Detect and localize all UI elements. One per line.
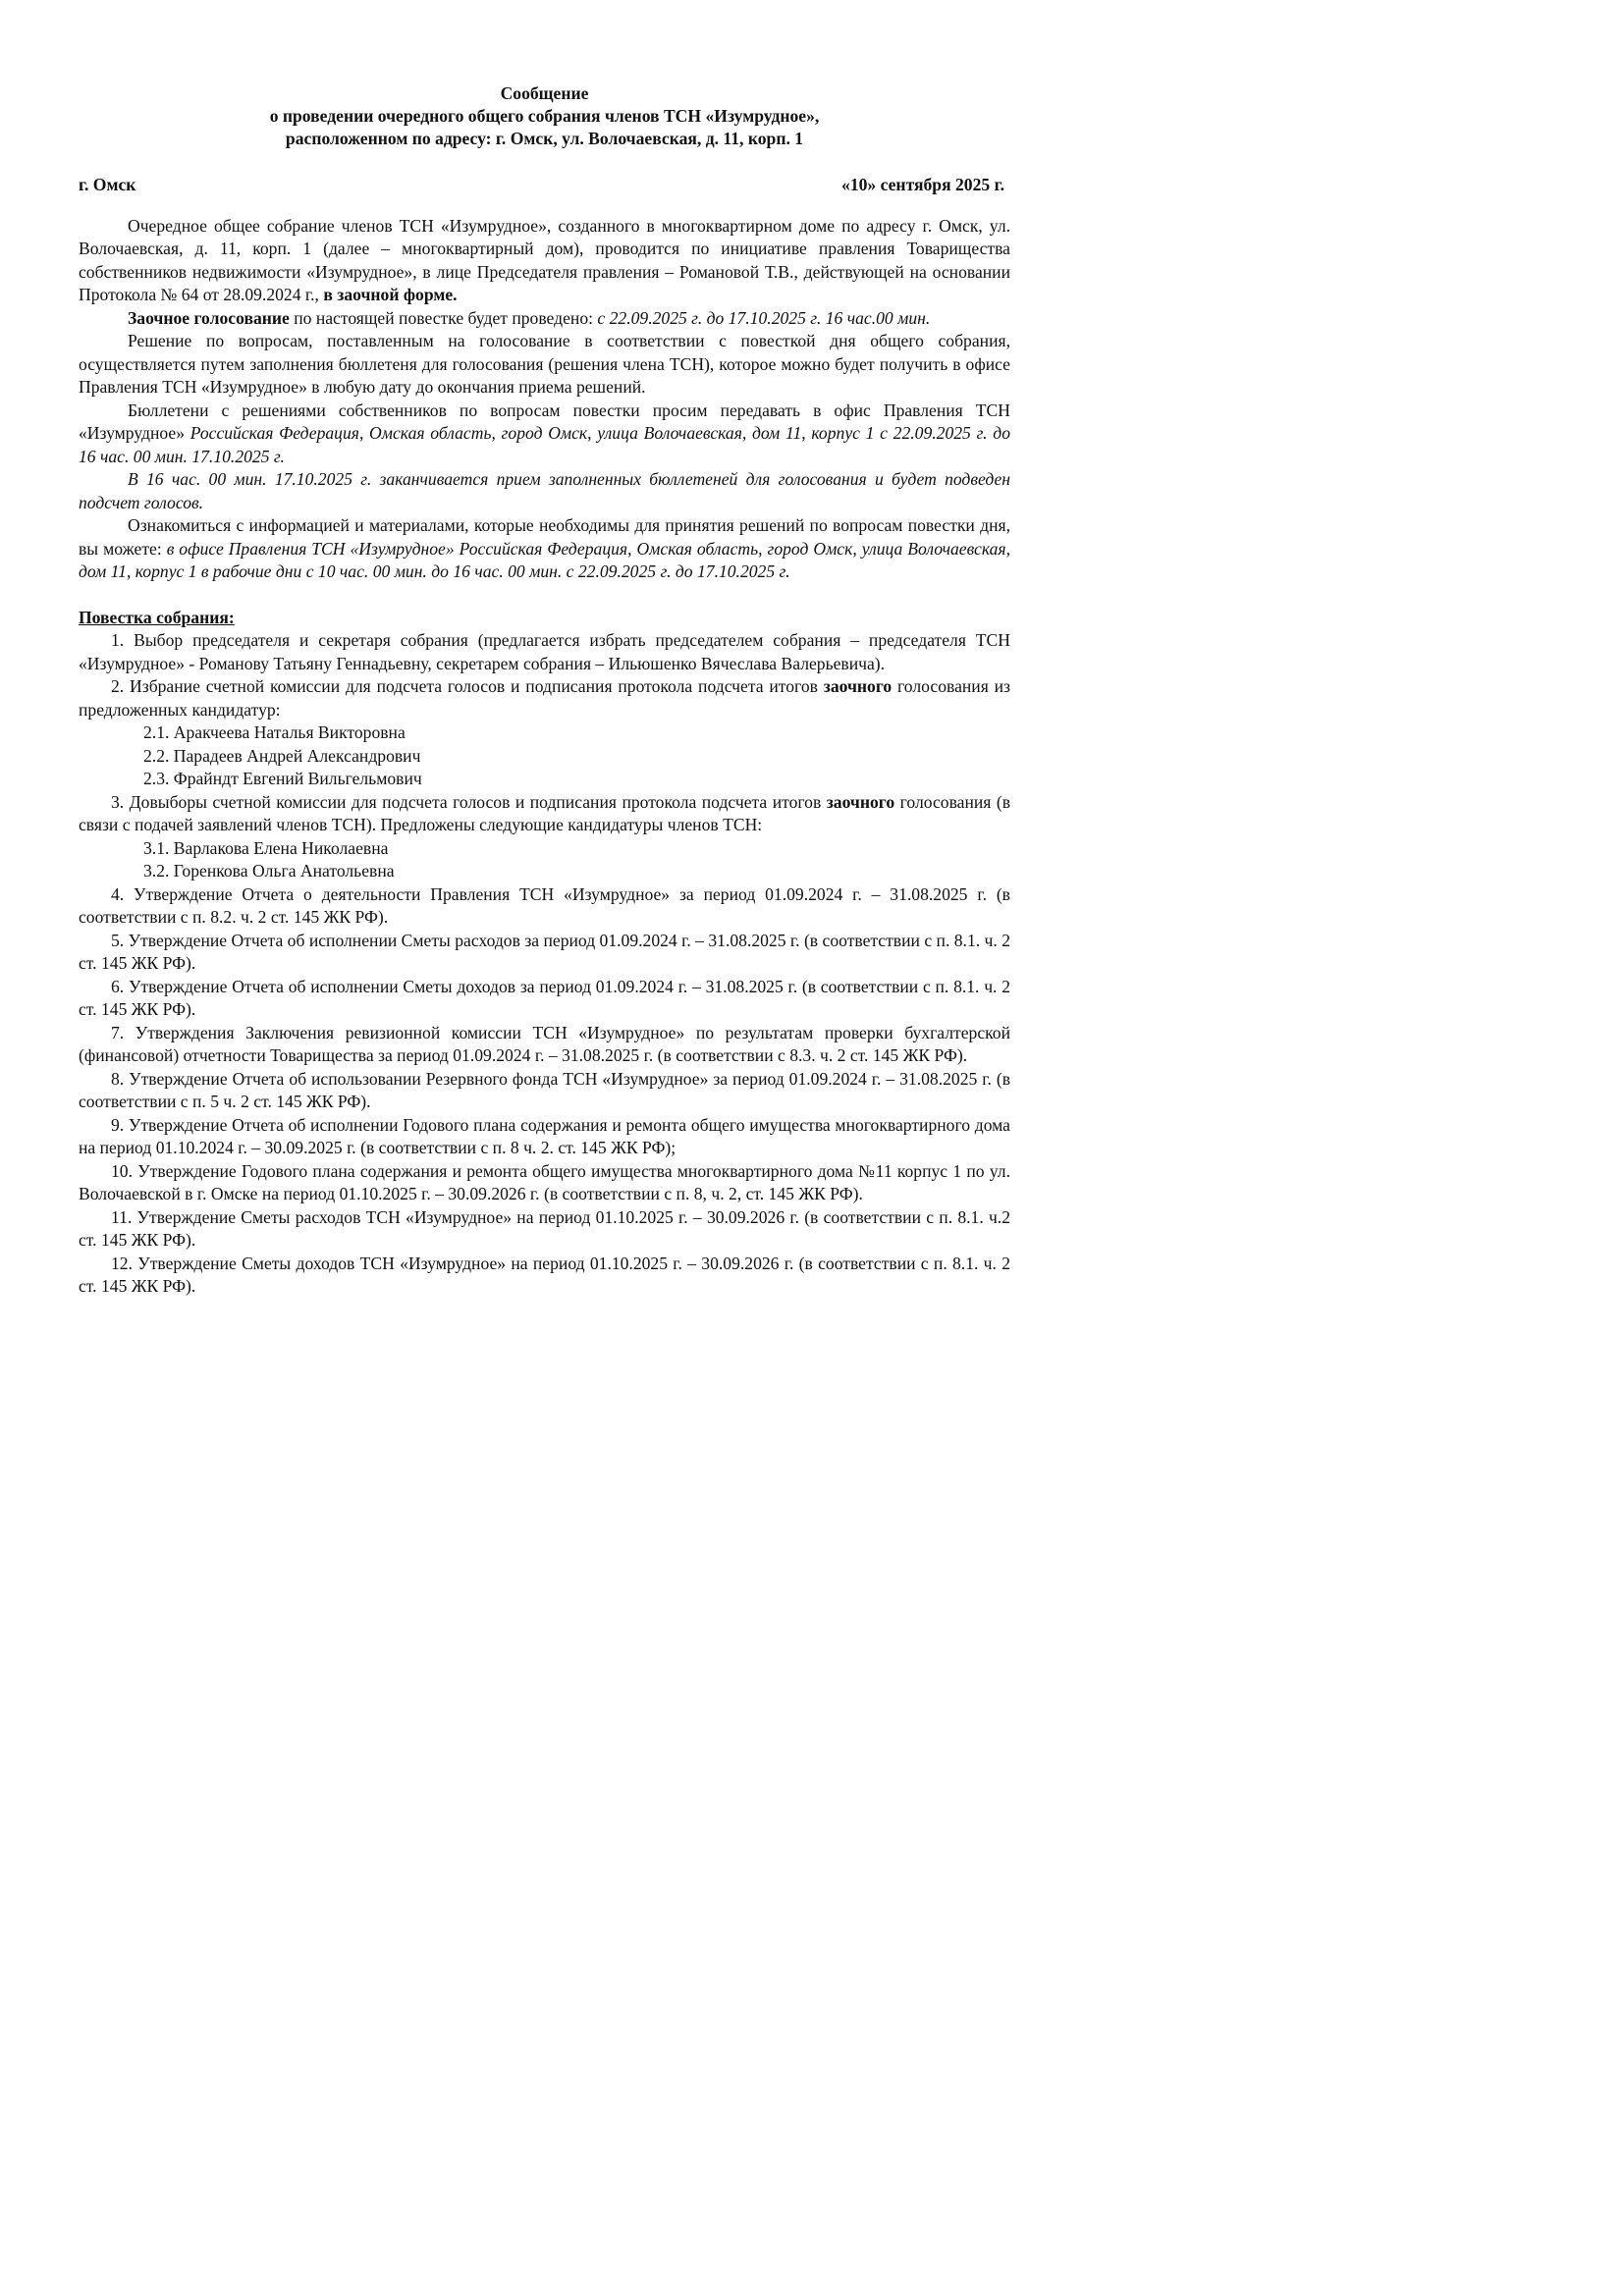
agenda-item-10: 10. Утверждение Годового плана содержания и ремонта общего имущества многоквартирного дома №11 корпус 1 по ул. Волочаевской в г. Омске на период 01.10.2025 г. – 30.09.2026 г. (в соответствии с п. 8, ч. 2, ст. 145 ЖК РФ).	[79, 1160, 1010, 1203]
candidate-2-3: 2.3. Фрайндт Евгений Вильгельмович	[143, 769, 422, 788]
agenda-item-2-bold: заочного	[823, 676, 893, 696]
intro-p1-text: Очередное общее собрание членов ТСН «Изумрудное», созданного в многоквартирном доме по адресу г. Омск, ул. Волочаевская, д. 11, корп. 1 (далее – многоквартирный дом), проводится по инициативе правления Товарищества собственников недвижимости «Изумрудное», в лице Председателя правления – Романовой Т.В., действующей на основании Протокола № 64 от 28.09.2024 г.,	[79, 215, 1010, 304]
title-line-3: расположенном по адресу: г. Омск, ул. Волочаевская, д. 11, корп. 1	[285, 129, 804, 148]
agenda-item-3-text: 3. Довыборы счетной комиссии для подсчета голосов и подписания протокола подсчета итогов	[111, 791, 827, 812]
intro-p4-text: Бюллетени с решениями собственников по вопросам повестки просим передавать в офис Правления ТСН «Изумрудное»	[79, 400, 1010, 443]
agenda-item-11: 11. Утверждение Сметы расходов ТСН «Изумрудное» на период 01.10.2025 г. – 30.09.2026 г. (в соответствии с п. 8.1. ч.2 ст. 145 ЖК РФ).	[79, 1206, 1010, 1250]
title-line-1: Сообщение	[500, 83, 589, 103]
intro-paragraph-5: В 16 час. 00 мин. 17.10.2025 г. заканчивается прием заполненных бюллетеней для голосования и будет подведен подсчет голосов.	[79, 469, 1010, 512]
place-date-row	[79, 174, 1010, 197]
agenda-item-6: 6. Утверждение Отчета об исполнении Сметы доходов за период 01.09.2024 г. – 31.08.2025 г. (в соответствии с п. 8.1. ч. 2 ст. 145 ЖК РФ).	[79, 976, 1010, 1019]
agenda-item-8: 8. Утверждение Отчета об использовании Резервного фонда ТСН «Изумрудное» за период 01.09.2024 г. – 31.08.2025 г. (в соответствии с п. 5 ч. 2 ст. 145 ЖК РФ).	[79, 1068, 1010, 1111]
agenda-item-7: 7. Утверждения Заключения ревизионной комиссии ТСН «Изумрудное» по результатам проверки бухгалтерской (финансовой) отчетности Товарищества за период 01.09.2024 г. – 31.08.2025 г. (в соответствии с 8.3. ч. 2 ст. 145 ЖК РФ).	[79, 1022, 1010, 1065]
document-date: «10» сентября 2025 г.	[841, 175, 1004, 194]
agenda-item-2	[79, 675, 1010, 721]
title-line-2: о проведении очередного общего собрания членов ТСН «Изумрудное»,	[269, 106, 820, 126]
candidate-2-1: 2.1. Аракчеева Наталья Викторовна	[143, 722, 406, 742]
agenda-item-3-bold: заочного	[826, 791, 895, 812]
intro-p2-bold: Заочное голосование	[128, 307, 290, 328]
intro-paragraph-1	[79, 215, 1010, 307]
agenda-item-1: 1. Выбор председателя и секретаря собрания (предлагается избрать председателем собрания – председателя ТСН «Изумрудное» - Романову Татьяну Геннадьевну, секретарем собрания – Ильюшенко Вячеслава Валерьевича).	[79, 630, 1010, 673]
candidate-2-2: 2.2. Парадеев Андрей Александрович	[143, 745, 421, 766]
intro-p4-italic: Российская Федерация, Омская область, город Омск, улица Волочаевская, дом 11, корпус 1 с 22.09.2025 г. до 16 час. 00 мин. 17.10.2025 г.	[79, 423, 1010, 466]
agenda-item-4: 4. Утверждение Отчета о деятельности Правления ТСН «Изумрудное» за период 01.09.2024 г. – 31.08.2025 г. (в соответствии с п. 8.2. ч. 2 ст. 145 ЖК РФ).	[79, 883, 1010, 927]
agenda-item-3	[79, 791, 1010, 837]
intro-p2-italic: с 22.09.2025 г. до 17.10.2025 г. 16 час.00 мин.	[597, 307, 931, 328]
agenda-item-2-text: 2. Избрание счетной комиссии для подсчета голосов и подписания протокола подсчета итогов	[111, 676, 824, 696]
city-label: г. Омск	[79, 175, 136, 194]
intro-p6-italic: в офисе Правления ТСН «Изумрудное» Российская Федерация, Омская область, город Омск, улица Волочаевская, дом 11, корпус 1 в рабочие дни с 10 час. 00 мин. до 16 час. 00 мин. с 22.09.2025 г. до 17.10.2025 г.	[79, 538, 1010, 581]
intro-paragraph-2	[79, 307, 1010, 331]
intro-p2-text: по настоящей повестке будет проведено:	[289, 307, 598, 328]
intro-paragraph-4	[79, 400, 1010, 469]
agenda-item-3-tail: голосования (в связи с подачей заявлений членов ТСН). Предложены следующие кандидатуры членов ТСН:	[79, 791, 1011, 834]
intro-p6-text: Ознакомиться с информацией и материалами, которые необходимы для принятия решений по вопросам повестки дня, вы можете:	[79, 515, 1010, 559]
candidate-3-2: 3.2. Горенкова Ольга Анатольевна	[143, 861, 395, 881]
candidate-3-1: 3.1. Варлакова Елена Николаевна	[143, 837, 389, 858]
agenda-item-2-tail: голосования из предложенных кандидатур:	[79, 676, 1010, 720]
intro-p1-bold: в заочной форме.	[323, 285, 458, 304]
agenda-item-9: 9. Утверждение Отчета об исполнении Годового плана содержания и ремонта общего имущества многоквартирного дома на период 01.10.2024 г. – 30.09.2025 г. (в соответствии с п. 8 ч. 2. ст. 145 ЖК РФ);	[79, 1114, 1010, 1157]
intro-paragraph-3: Решение по вопросам, поставленным на голосование в соответствии с повесткой дня общего собрания, осуществляется путем заполнения бюллетеня для голосования (решения члена ТСН), которое можно будет получить в офисе Правления ТСН «Изумрудное» в любую дату до окончания приема решений.	[79, 331, 1010, 397]
agenda-item-12: 12. Утверждение Сметы доходов ТСН «Изумрудное» на период 01.10.2025 г. – 30.09.2026 г. (в соответствии с п. 8.1. ч. 2 ст. 145 ЖК РФ).	[79, 1253, 1010, 1296]
document-page	[0, 0, 1081, 1530]
agenda-item-5: 5. Утверждение Отчета об исполнении Сметы расходов за период 01.09.2024 г. – 31.08.2025 г. (в соответствии с п. 8.1. ч. 2 ст. 145 ЖК РФ).	[79, 930, 1010, 973]
intro-paragraph-6	[79, 514, 1010, 584]
agenda-heading: Повестка собрания:	[79, 607, 235, 627]
